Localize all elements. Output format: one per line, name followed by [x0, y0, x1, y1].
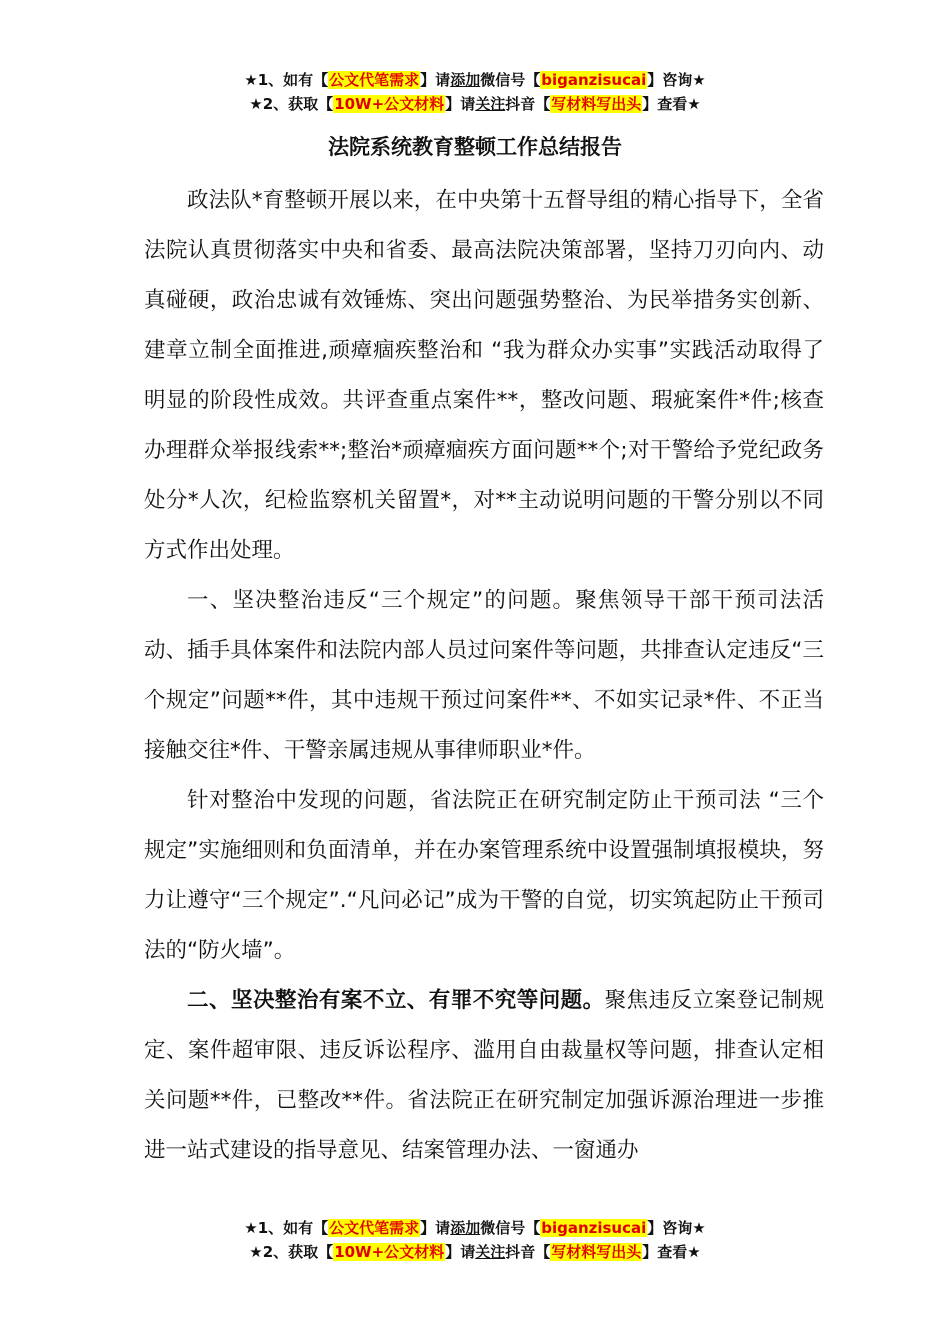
document-title: 法院系统教育整顿工作总结报告	[328, 135, 622, 159]
banner-line-1	[0, 68, 950, 92]
banner-text: 】咨询★	[647, 71, 706, 89]
banner-text: 】请	[420, 71, 451, 89]
section-2-heading: 二、坚决整治有案不立、有罪不究等问题。	[187, 988, 605, 1013]
banner-highlight: biganzisucai	[541, 1219, 647, 1237]
banner-highlight: 写材料写出头	[551, 95, 642, 113]
banner-text: ★2、获取【	[249, 95, 334, 113]
banner-underline: 添加	[450, 71, 481, 89]
banner-text: ★1、如有【	[244, 71, 329, 89]
banner-highlight: 写材料写出头	[551, 1243, 642, 1261]
banner-text: 微信号【	[480, 71, 541, 89]
banner-text: 】查看★	[642, 95, 701, 113]
banner-text: 】请	[445, 1243, 476, 1261]
paragraph-section-1-followup: 针对整治中发现的问题，省法院正在研究制定防止干预司法 “三个规定”实施细则和负面清单，并在办案管理系统中设置强制填报模块，努力让遵守“三个规定”.“凡问必记”成为干警的自觉，切实筑起防止干预司法的“防火墙”。	[144, 788, 824, 963]
paragraph-section-2	[144, 976, 824, 1176]
banner-underline: 添加	[450, 1219, 481, 1237]
banner-text: ★1、如有【	[244, 1219, 329, 1237]
banner-line-2	[0, 92, 950, 116]
document-body	[144, 176, 824, 1176]
banner-text: 】请	[445, 95, 476, 113]
banner-text: 抖音【	[505, 95, 551, 113]
banner-text: 抖音【	[505, 1243, 551, 1261]
banner-highlight: 10W+公文材料	[334, 95, 445, 113]
banner-highlight: biganzisucai	[541, 71, 647, 89]
banner-highlight: 公文代笔需求	[329, 1219, 420, 1237]
banner-text: 】咨询★	[647, 1219, 706, 1237]
footer-banner	[0, 1216, 950, 1264]
paragraph-section-1: 一、坚决整治违反“三个规定”的问题。聚焦领导干部干预司法活动、插手具体案件和法院内部人员过问案件等问题，共排查认定违反“三个规定”问题**件，其中违规干预过问案件**、不如实记录*件、不正当接触交往*件、干警亲属违规从事律师职业*件。	[144, 588, 824, 763]
paragraph-intro: 政法队*育整顿开展以来，在中央第十五督导组的精心指导下，全省法院认真贯彻落实中央和省委、最高法院决策部署，坚持刀刃向内、动真碰硬，政治忠诚有效锤炼、突出问题强势整治、为民举措务实创新、建章立制全面推进,顽瘴痼疾整治和 “我为群众办实事”实践活动取得了明显的阶段性成效。共评查重点案件**，整改问题、瑕疵案件*件;核查办理群众举报线索**;整治*顽瘴痼疾方面问题**个;对干警给予党纪政务处分*人次，纪检监察机关留置*，对**主动说明问题的干警分别以不同方式作出处理。	[144, 188, 824, 563]
section-2-text: 聚焦违反立案登记制规定、案件超审限、违反诉讼程序、滥用自由裁量权等问题，排查认定相关问题**件，已整改**件。省法院正在研究制定加强诉源治理进一步推进一站式建设的指导意见、结案管理办法、一窗通办	[144, 988, 824, 1163]
banner-line-1	[0, 1216, 950, 1240]
banner-underline: 关注	[475, 95, 506, 113]
banner-text: ★2、获取【	[249, 1243, 334, 1261]
banner-text: 】查看★	[642, 1243, 701, 1261]
header-banner	[0, 68, 950, 116]
banner-highlight: 公文代笔需求	[329, 71, 420, 89]
banner-underline: 关注	[475, 1243, 506, 1261]
banner-text: 微信号【	[480, 1219, 541, 1237]
banner-text: 】请	[420, 1219, 451, 1237]
banner-highlight: 10W+公文材料	[334, 1243, 445, 1261]
banner-line-2	[0, 1240, 950, 1264]
